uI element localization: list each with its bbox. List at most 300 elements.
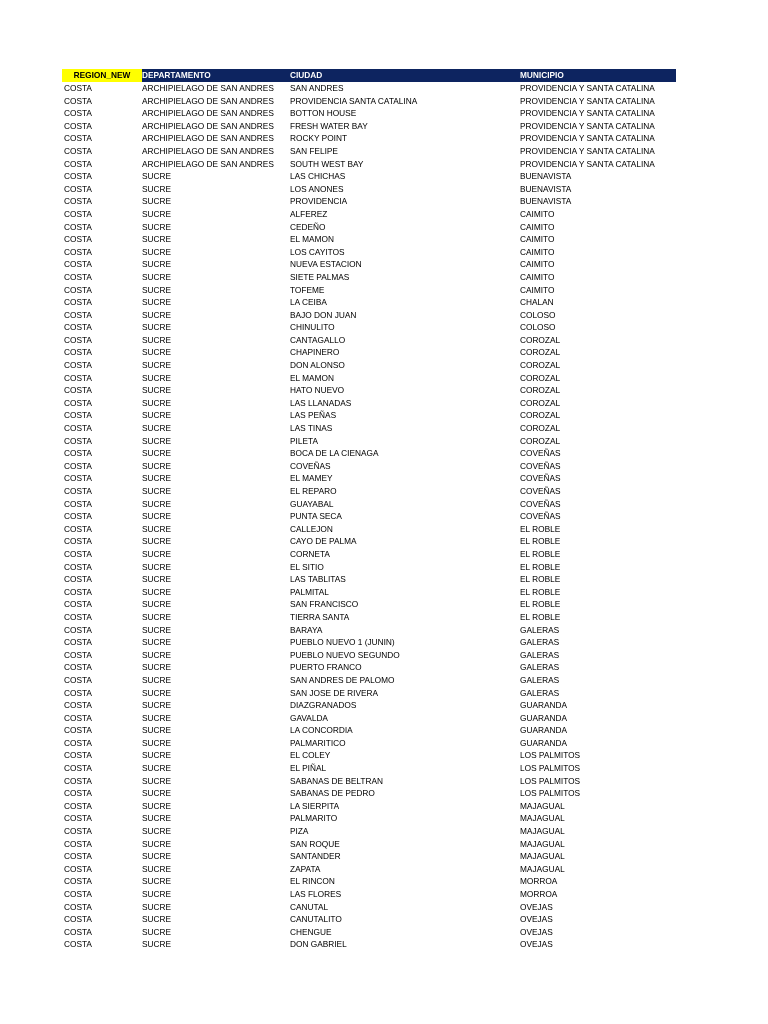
cell-ciudad[interactable]: SIETE PALMAS [290,271,350,282]
cell-ciudad[interactable]: LAS TINAS [290,423,333,434]
table-row [62,724,676,737]
cell-municipio[interactable]: LOS PALMITOS [520,750,581,761]
cell-region[interactable]: COSTA [64,347,92,358]
cell-region[interactable]: COSTA [64,271,92,282]
cell-region[interactable]: COSTA [64,889,92,899]
table-row [62,422,676,435]
cell-region[interactable]: COSTA [64,939,92,950]
cell-departamento[interactable]: SUCRE [142,926,172,937]
cell-ciudad[interactable]: PILETA [290,435,318,446]
cell-municipio[interactable]: GUARANDA [520,737,568,748]
cell-departamento[interactable]: SUCRE [142,574,172,585]
cell-region[interactable]: COSTA [64,914,92,925]
cell-ciudad[interactable]: LAS TABLITAS [290,574,346,585]
cell-region[interactable]: COSTA [64,108,92,119]
table-row [62,158,676,171]
cell-ciudad[interactable]: PROVIDENCIA SANTA CATALINA [290,95,418,106]
cell-region[interactable]: COSTA [64,712,92,723]
cell-municipio[interactable]: CAIMITO [520,259,555,270]
cell-region[interactable]: COSTA [64,674,92,685]
cell-ciudad[interactable]: DIAZGRANADOS [290,700,357,711]
cell-ciudad[interactable]: LA CEIBA [290,297,327,308]
cell-region[interactable]: COSTA [64,423,92,434]
cell-ciudad[interactable]: LAS PEÑAS [290,410,337,421]
cell-municipio[interactable]: PROVIDENCIA Y SANTA CATALINA [520,120,655,131]
cell-municipio[interactable]: GALERAS [520,637,560,648]
cell-region[interactable]: COSTA [64,196,92,207]
cell-departamento[interactable]: SUCRE [142,171,172,182]
cell-departamento[interactable]: SUCRE [142,561,172,572]
cell-departamento[interactable]: SUCRE [142,322,172,333]
cell-municipio[interactable]: COROZAL [520,423,561,434]
cell-ciudad[interactable]: SANTANDER [290,851,341,862]
table-row [62,825,676,838]
cell-municipio[interactable]: CAIMITO [520,284,555,295]
cell-region[interactable]: COSTA [64,523,92,534]
cell-ciudad[interactable]: BARAYA [290,624,323,635]
cell-municipio[interactable]: COROZAL [520,410,561,421]
cell-departamento[interactable]: SUCRE [142,750,172,761]
cell-region[interactable]: COSTA [64,385,92,396]
cell-departamento[interactable]: SUCRE [142,939,172,950]
cell-municipio[interactable]: GALERAS [520,662,560,673]
cell-municipio[interactable]: COVEÑAS [520,511,561,522]
cell-ciudad[interactable]: NUEVA ESTACION [290,259,362,270]
cell-region[interactable]: COSTA [64,120,92,131]
cell-ciudad[interactable]: GUAYABAL [290,498,334,509]
cell-ciudad[interactable]: TOFEME [290,284,325,295]
cell-municipio[interactable]: COROZAL [520,372,561,383]
cell-ciudad[interactable]: LOS ANONES [290,183,344,194]
cell-region[interactable]: COSTA [64,372,92,383]
cell-region[interactable]: COSTA [64,725,92,736]
cell-municipio[interactable]: PROVIDENCIA Y SANTA CATALINA [520,108,655,119]
cell-municipio[interactable]: GUARANDA [520,725,568,736]
cell-municipio[interactable]: GALERAS [520,687,560,698]
cell-departamento[interactable]: SUCRE [142,700,172,711]
cell-ciudad[interactable]: SABANAS DE PEDRO [290,788,375,799]
cell-municipio[interactable]: MAJAGUAL [520,826,565,837]
cell-municipio[interactable]: EL ROBLE [520,599,561,610]
cell-departamento[interactable]: SUCRE [142,851,172,862]
cell-municipio[interactable]: PROVIDENCIA Y SANTA CATALINA [520,145,655,156]
cell-departamento[interactable]: SUCRE [142,586,172,597]
cell-region[interactable]: COSTA [64,826,92,837]
cell-departamento[interactable]: SUCRE [142,372,172,383]
cell-departamento[interactable]: SUCRE [142,838,172,849]
cell-region[interactable]: COSTA [64,536,92,547]
cell-departamento[interactable]: SUCRE [142,347,172,358]
cell-region[interactable]: COSTA [64,183,92,194]
cell-municipio[interactable]: COVEÑAS [520,448,561,459]
cell-departamento[interactable]: SUCRE [142,271,172,282]
cell-departamento[interactable]: SUCRE [142,234,172,245]
cell-departamento[interactable]: SUCRE [142,662,172,673]
cell-departamento[interactable]: SUCRE [142,788,172,799]
table-row [62,749,676,762]
cell-ciudad[interactable]: EL COLEY [290,750,331,761]
cell-departamento[interactable]: SUCRE [142,385,172,396]
cell-municipio[interactable]: MORROA [520,889,558,899]
cell-municipio[interactable]: COLOSO [520,309,556,320]
cell-region[interactable]: COSTA [64,460,92,471]
cell-region[interactable]: COSTA [64,208,92,219]
cell-municipio[interactable]: COVEÑAS [520,473,561,484]
table-row [62,913,676,926]
cell-ciudad[interactable]: BAJO DON JUAN [290,309,357,320]
cell-municipio[interactable]: PROVIDENCIA Y SANTA CATALINA [520,83,655,93]
cell-ciudad[interactable]: LOS CAYITOS [290,246,345,257]
cell-region[interactable]: COSTA [64,700,92,711]
cell-ciudad[interactable]: EL REPARO [290,486,337,496]
cell-departamento[interactable]: SUCRE [142,599,172,610]
cell-departamento[interactable]: SUCRE [142,737,172,748]
cell-municipio[interactable]: OVEJAS [520,926,553,937]
cell-municipio[interactable]: CAIMITO [520,221,555,232]
cell-region[interactable]: COSTA [64,171,92,182]
cell-municipio[interactable]: EL ROBLE [520,561,561,572]
cell-region[interactable]: COSTA [64,221,92,232]
cell-region[interactable]: COSTA [64,284,92,295]
cell-municipio[interactable]: MAJAGUAL [520,863,565,874]
table-row [62,435,676,448]
cell-departamento[interactable]: SUCRE [142,863,172,874]
cell-departamento[interactable]: SUCRE [142,901,172,912]
cell-ciudad[interactable]: PUEBLO NUEVO SEGUNDO [290,649,400,660]
cell-region[interactable]: COSTA [64,259,92,270]
cell-region[interactable]: COSTA [64,448,92,459]
cell-municipio[interactable]: EL ROBLE [520,536,561,547]
cell-ciudad[interactable]: SAN ANDRES DE PALOMO [290,674,395,685]
cell-ciudad[interactable]: CEDEÑO [290,221,326,232]
cell-region[interactable]: COSTA [64,435,92,446]
cell-municipio[interactable]: GALERAS [520,624,560,635]
cell-departamento[interactable]: SUCRE [142,183,172,194]
cell-departamento[interactable]: SUCRE [142,637,172,648]
cell-ciudad[interactable]: ZAPATA [290,863,321,874]
cell-region[interactable]: COSTA [64,297,92,308]
cell-municipio[interactable]: COROZAL [520,435,561,446]
cell-region[interactable]: COSTA [64,410,92,421]
cell-region[interactable]: COSTA [64,737,92,748]
cell-departamento[interactable]: SUCRE [142,511,172,522]
cell-departamento[interactable]: SUCRE [142,876,172,887]
cell-departamento[interactable]: SUCRE [142,410,172,421]
table-row [62,359,676,372]
cell-departamento[interactable]: SUCRE [142,536,172,547]
cell-departamento[interactable]: SUCRE [142,712,172,723]
cell-municipio[interactable]: COROZAL [520,334,561,345]
cell-ciudad[interactable]: CHENGUE [290,926,332,937]
cell-ciudad[interactable]: GAVALDA [290,712,328,723]
cell-departamento[interactable]: SUCRE [142,221,172,232]
cell-departamento[interactable]: SUCRE [142,763,172,774]
cell-municipio[interactable]: GUARANDA [520,700,568,711]
cell-ciudad[interactable]: DON GABRIEL [290,939,347,950]
cell-departamento[interactable]: SUCRE [142,435,172,446]
cell-departamento[interactable]: SUCRE [142,246,172,257]
cell-region[interactable]: COSTA [64,133,92,144]
cell-region[interactable]: COSTA [64,234,92,245]
cell-ciudad[interactable]: PROVIDENCIA [290,196,348,207]
cell-municipio[interactable]: OVEJAS [520,901,553,912]
cell-ciudad[interactable]: LAS CHICHAS [290,171,346,182]
cell-departamento[interactable]: ARCHIPIELAGO DE SAN ANDRES [142,95,274,106]
cell-departamento[interactable]: ARCHIPIELAGO DE SAN ANDRES [142,83,274,93]
cell-municipio[interactable]: CAIMITO [520,208,555,219]
cell-region[interactable]: COSTA [64,322,92,333]
cell-municipio[interactable]: MAJAGUAL [520,800,565,811]
cell-region[interactable]: COSTA [64,775,92,786]
cell-departamento[interactable]: SUCRE [142,397,172,408]
cell-municipio[interactable]: GALERAS [520,649,560,660]
cell-ciudad[interactable]: FRESH WATER BAY [290,120,368,131]
cell-departamento[interactable]: SUCRE [142,914,172,925]
table-row [62,472,676,485]
cell-region[interactable]: COSTA [64,586,92,597]
cell-ciudad[interactable]: ALFEREZ [290,208,328,219]
cell-departamento[interactable]: SUCRE [142,649,172,660]
cell-ciudad[interactable]: LA SIERPITA [290,800,340,811]
cell-ciudad[interactable]: BOCA DE LA CIENAGA [290,448,379,459]
cell-municipio[interactable]: PROVIDENCIA Y SANTA CATALINA [520,133,655,144]
cell-ciudad[interactable]: PUNTA SECA [290,511,342,522]
cell-ciudad[interactable]: SAN ANDRES [290,83,344,93]
header-departamento[interactable]: DEPARTAMENTO [142,70,211,80]
cell-region[interactable]: COSTA [64,360,92,371]
cell-ciudad[interactable]: CHINULITO [290,322,335,333]
cell-ciudad[interactable]: SAN JOSE DE RIVERA [290,687,379,698]
cell-ciudad[interactable]: CHAPINERO [290,347,340,358]
cell-departamento[interactable]: SUCRE [142,460,172,471]
cell-region[interactable]: COSTA [64,637,92,648]
cell-municipio[interactable]: LOS PALMITOS [520,788,581,799]
cell-departamento[interactable]: SUCRE [142,826,172,837]
cell-ciudad[interactable]: EL MAMON [290,234,334,245]
cell-municipio[interactable]: PROVIDENCIA Y SANTA CATALINA [520,158,655,169]
cell-municipio[interactable]: OVEJAS [520,939,553,950]
cell-departamento[interactable]: ARCHIPIELAGO DE SAN ANDRES [142,145,274,156]
cell-municipio[interactable]: MAJAGUAL [520,851,565,862]
cell-ciudad[interactable]: SAN FRANCISCO [290,599,359,610]
cell-region[interactable]: COSTA [64,800,92,811]
cell-region[interactable]: COSTA [64,611,92,622]
cell-municipio[interactable]: LOS PALMITOS [520,763,581,774]
cell-departamento[interactable]: SUCRE [142,284,172,295]
cell-ciudad[interactable]: EL RINCON [290,876,335,887]
cell-municipio[interactable]: COVEÑAS [520,486,561,496]
cell-region[interactable]: COSTA [64,876,92,887]
cell-ciudad[interactable]: CANTAGALLO [290,334,346,345]
cell-departamento[interactable]: SUCRE [142,800,172,811]
cell-region[interactable]: COSTA [64,662,92,673]
cell-region[interactable]: COSTA [64,763,92,774]
cell-departamento[interactable]: SUCRE [142,423,172,434]
cell-municipio[interactable]: COROZAL [520,385,561,396]
cell-ciudad[interactable]: ROCKY POINT [290,133,348,144]
cell-municipio[interactable]: EL ROBLE [520,548,561,559]
cell-municipio[interactable]: MAJAGUAL [520,838,565,849]
cell-region[interactable]: COSTA [64,863,92,874]
cell-municipio[interactable]: GALERAS [520,674,560,685]
cell-ciudad[interactable]: SABANAS DE BELTRAN [290,775,383,786]
cell-ciudad[interactable]: EL MAMON [290,372,334,383]
cell-municipio[interactable]: LOS PALMITOS [520,775,581,786]
cell-municipio[interactable]: BUENAVISTA [520,196,572,207]
cell-region[interactable]: COSTA [64,397,92,408]
cell-ciudad[interactable]: LA CONCORDIA [290,725,353,736]
cell-municipio[interactable]: CAIMITO [520,246,555,257]
cell-region[interactable]: COSTA [64,158,92,169]
cell-municipio[interactable]: COROZAL [520,360,561,371]
cell-departamento[interactable]: SUCRE [142,208,172,219]
cell-departamento[interactable]: SUCRE [142,196,172,207]
cell-municipio[interactable]: CHALAN [520,297,554,308]
cell-municipio[interactable]: COROZAL [520,347,561,358]
table-row [62,170,676,183]
cell-ciudad[interactable]: CORNETA [290,548,330,559]
cell-region[interactable]: COSTA [64,473,92,484]
cell-municipio[interactable]: COVEÑAS [520,460,561,471]
cell-ciudad[interactable]: CALLEJON [290,523,333,534]
cell-departamento[interactable]: SUCRE [142,360,172,371]
cell-ciudad[interactable]: SOUTH WEST BAY [290,158,364,169]
cell-departamento[interactable]: SUCRE [142,486,172,496]
table-row [62,888,676,901]
cell-ciudad[interactable]: EL SITIO [290,561,324,572]
cell-departamento[interactable]: SUCRE [142,813,172,824]
cell-region[interactable]: COSTA [64,145,92,156]
cell-municipio[interactable]: COROZAL [520,397,561,408]
cell-ciudad[interactable]: EL PIÑAL [290,763,327,774]
cell-municipio[interactable]: EL ROBLE [520,574,561,585]
cell-municipio[interactable]: CAIMITO [520,271,555,282]
cell-municipio[interactable]: OVEJAS [520,914,553,925]
cell-departamento[interactable]: SUCRE [142,775,172,786]
cell-region[interactable]: COSTA [64,788,92,799]
cell-departamento[interactable]: SUCRE [142,611,172,622]
table-row [62,901,676,914]
cell-ciudad[interactable]: PALMARITO [290,813,338,824]
cell-departamento[interactable]: SUCRE [142,498,172,509]
header-region[interactable]: REGION_NEW [62,69,142,82]
cell-departamento[interactable]: SUCRE [142,674,172,685]
cell-region[interactable]: COSTA [64,548,92,559]
cell-region[interactable]: COSTA [64,838,92,849]
cell-municipio[interactable]: BUENAVISTA [520,183,572,194]
table-row [62,346,676,359]
cell-municipio[interactable]: CAIMITO [520,234,555,245]
cell-region[interactable]: COSTA [64,649,92,660]
cell-departamento[interactable]: SUCRE [142,309,172,320]
cell-ciudad[interactable]: PALMARITICO [290,737,346,748]
cell-departamento[interactable]: SUCRE [142,687,172,698]
cell-municipio[interactable]: MAJAGUAL [520,813,565,824]
cell-departamento[interactable]: SUCRE [142,889,172,899]
cell-region[interactable]: COSTA [64,687,92,698]
table-row [62,548,676,561]
cell-departamento[interactable]: SUCRE [142,473,172,484]
cell-ciudad[interactable]: SAN ROQUE [290,838,340,849]
table-row [62,246,676,259]
header-ciudad[interactable]: CIUDAD [290,70,323,80]
cell-ciudad[interactable]: SAN FELIPE [290,145,338,156]
cell-region[interactable]: COSTA [64,561,92,572]
cell-ciudad[interactable]: TIERRA SANTA [290,611,350,622]
cell-ciudad[interactable]: CANUTALITO [290,914,342,925]
cell-departamento[interactable]: SUCRE [142,334,172,345]
cell-departamento[interactable]: SUCRE [142,297,172,308]
cell-region[interactable]: COSTA [64,83,92,93]
cell-region[interactable]: COSTA [64,750,92,761]
cell-ciudad[interactable]: PALMITAL [290,586,329,597]
cell-region[interactable]: COSTA [64,851,92,862]
cell-region[interactable]: COSTA [64,334,92,345]
cell-departamento[interactable]: ARCHIPIELAGO DE SAN ANDRES [142,133,274,144]
cell-ciudad[interactable]: PUEBLO NUEVO 1 (JUNIN) [290,637,395,648]
cell-region[interactable]: COSTA [64,498,92,509]
cell-departamento[interactable]: SUCRE [142,259,172,270]
cell-municipio[interactable]: MORROA [520,876,558,887]
cell-region[interactable]: COSTA [64,511,92,522]
cell-municipio[interactable]: COLOSO [520,322,556,333]
cell-municipio[interactable]: BUENAVISTA [520,171,572,182]
cell-region[interactable]: COSTA [64,926,92,937]
cell-departamento[interactable]: SUCRE [142,523,172,534]
cell-ciudad[interactable]: CAYO DE PALMA [290,536,357,547]
cell-region[interactable]: COSTA [64,309,92,320]
cell-departamento[interactable]: ARCHIPIELAGO DE SAN ANDRES [142,108,274,119]
cell-ciudad[interactable]: LAS FLORES [290,889,342,899]
cell-region[interactable]: COSTA [64,95,92,106]
cell-departamento[interactable]: SUCRE [142,624,172,635]
cell-ciudad[interactable]: HATO NUEVO [290,385,345,396]
cell-municipio[interactable]: GUARANDA [520,712,568,723]
header-municipio[interactable]: MUNICIPIO [520,70,564,80]
cell-region[interactable]: COSTA [64,901,92,912]
cell-ciudad[interactable]: BOTTON HOUSE [290,108,357,119]
cell-ciudad[interactable]: CANUTAL [290,901,329,912]
cell-region[interactable]: COSTA [64,574,92,585]
table-row [62,284,676,297]
cell-departamento[interactable]: ARCHIPIELAGO DE SAN ANDRES [142,120,274,131]
cell-ciudad[interactable]: PIZA [290,826,309,837]
cell-departamento[interactable]: SUCRE [142,548,172,559]
cell-departamento[interactable]: ARCHIPIELAGO DE SAN ANDRES [142,158,274,169]
cell-ciudad[interactable]: EL MAMEY [290,473,333,484]
cell-region[interactable]: COSTA [64,813,92,824]
cell-region[interactable]: COSTA [64,624,92,635]
cell-region[interactable]: COSTA [64,246,92,257]
cell-region[interactable]: COSTA [64,599,92,610]
table-row [62,183,676,196]
cell-departamento[interactable]: SUCRE [142,448,172,459]
cell-municipio[interactable]: EL ROBLE [520,523,561,534]
table-row [62,523,676,536]
cell-municipio[interactable]: EL ROBLE [520,586,561,597]
cell-municipio[interactable]: PROVIDENCIA Y SANTA CATALINA [520,95,655,106]
cell-ciudad[interactable]: COVEÑAS [290,460,331,471]
cell-ciudad[interactable]: LAS LLANADAS [290,397,352,408]
cell-ciudad[interactable]: DON ALONSO [290,360,345,371]
cell-departamento[interactable]: SUCRE [142,725,172,736]
table-row [62,120,676,133]
cell-ciudad[interactable]: PUERTO FRANCO [290,662,362,673]
cell-region[interactable]: COSTA [64,486,92,496]
cell-municipio[interactable]: COVEÑAS [520,498,561,509]
table-row [62,447,676,460]
cell-municipio[interactable]: EL ROBLE [520,611,561,622]
